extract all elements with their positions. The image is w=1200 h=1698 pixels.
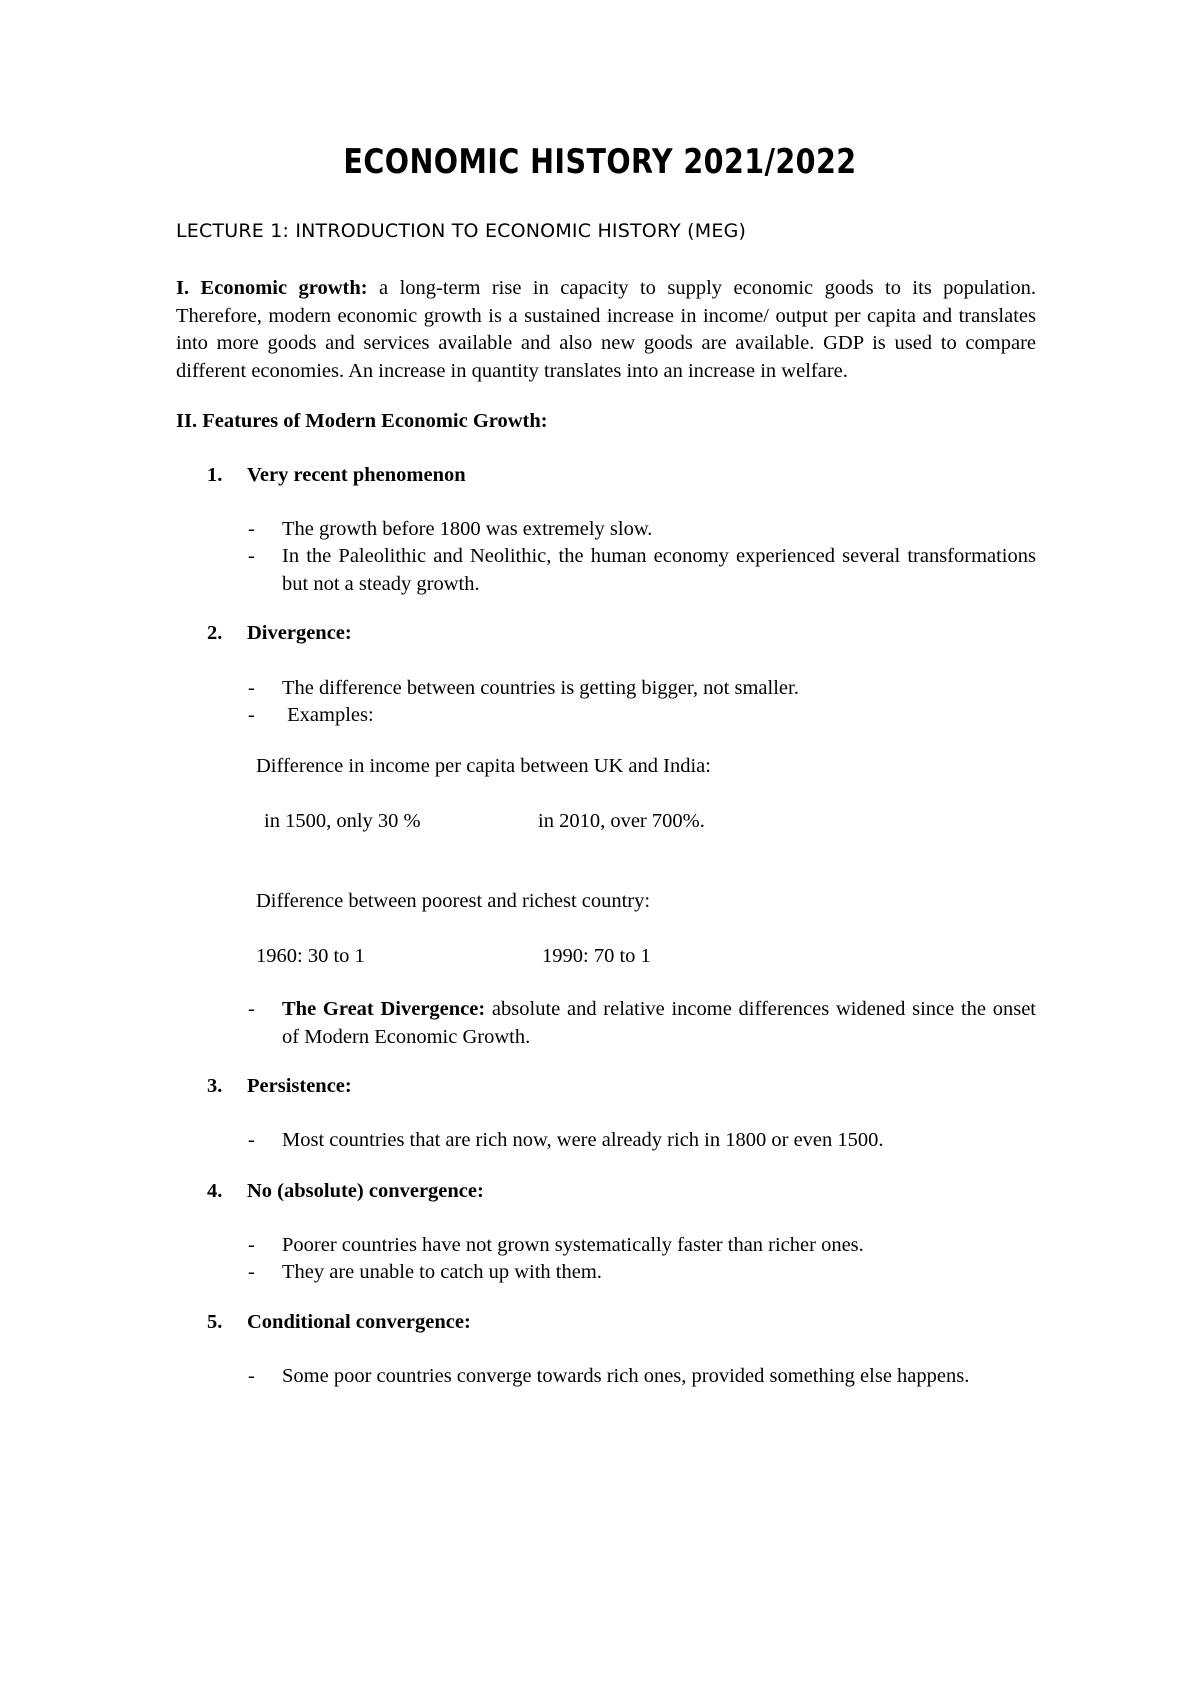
bullet-dash: -: [248, 1261, 255, 1283]
item-2-number: 2.: [207, 622, 223, 644]
economic-growth-text: a long-term rise in capacity to supply economic goods to its population. Therefore, modern economic growth is a sustained increase in income/ output per capita and translates into more goods and services available and also new goods are available. GDP is used to compare different economies. An increase in quantity translates into an increase in welfare.: [176, 277, 1036, 382]
bullet-text: Poorer countries have not grown systematically faster than richer ones.: [282, 1234, 864, 1256]
item-1-heading: [207, 464, 466, 487]
bullet-dash: -: [248, 1129, 255, 1151]
economic-growth-label: I. Economic growth:: [176, 277, 368, 299]
list-item: [248, 543, 1036, 598]
bullet-text: Most countries that are rich now, were already rich in 1800 or even 1500.: [282, 1129, 884, 1151]
list-item: [248, 1363, 1036, 1391]
item-4-title: No (absolute) convergence:: [247, 1180, 484, 1202]
great-divergence-description: absolute and relative income differences widened since the onset of Modern Economic Growth.: [282, 998, 1037, 1048]
list-item: [248, 1232, 1036, 1260]
example-2-value-b: 1990: 70 to 1: [542, 945, 651, 967]
bullet-text: Examples:: [282, 704, 374, 726]
bullet-text: The difference between countries is getting bigger, not smaller.: [282, 677, 799, 699]
item-4-number: 4.: [207, 1180, 223, 1202]
list-item: [248, 1127, 1036, 1155]
example-1-label: Difference in income per capita between UK and India:: [256, 755, 711, 777]
example-1-value-b: in 2010, over 700%.: [538, 810, 705, 832]
item-3-heading: [207, 1075, 352, 1098]
document-title: ECONOMIC HISTORY 2021/2022: [343, 142, 857, 182]
list-item: [248, 702, 1036, 730]
bullet-dash: -: [248, 545, 255, 567]
bullet-text: In the Paleolithic and Neolithic, the human economy experienced several transformations but not a steady growth.: [282, 545, 1036, 595]
item-1-number: 1.: [207, 464, 223, 486]
bullet-dash: -: [248, 704, 255, 726]
list-item: [248, 516, 1036, 544]
example-2-label: Difference between poorest and richest country:: [256, 890, 651, 912]
list-item: [248, 675, 1036, 703]
item-5-title: Conditional convergence:: [247, 1311, 471, 1333]
list-item: [248, 1259, 1036, 1287]
item-3-title: Persistence:: [247, 1075, 352, 1097]
great-divergence-label: The Great Divergence:: [282, 998, 486, 1020]
section-economic-growth: [176, 275, 1036, 385]
bullet-text: The growth before 1800 was extremely slow.: [282, 518, 653, 540]
item-3-number: 3.: [207, 1075, 223, 1097]
bullet-dash: -: [248, 998, 255, 1020]
item-5-number: 5.: [207, 1311, 223, 1333]
bullet-dash: -: [248, 677, 255, 699]
features-heading: II. Features of Modern Economic Growth:: [176, 410, 548, 432]
bullet-dash: -: [248, 1234, 255, 1256]
great-divergence-text: [282, 996, 1036, 1051]
item-4-heading: [207, 1180, 484, 1203]
list-item: [248, 996, 1036, 1051]
lecture-heading: LECTURE 1: INTRODUCTION TO ECONOMIC HISTORY (MEG): [176, 220, 747, 242]
item-1-title: Very recent phenomenon: [247, 464, 466, 486]
item-2-title: Divergence:: [247, 622, 352, 644]
example-2-value-a: 1960: 30 to 1: [256, 945, 365, 967]
bullet-text: Some poor countries converge towards rich ones, provided something else happens.: [282, 1365, 970, 1387]
bullet-dash: -: [248, 518, 255, 540]
bullet-dash: -: [248, 1365, 255, 1387]
bullet-text: They are unable to catch up with them.: [282, 1261, 602, 1283]
item-5-heading: [207, 1311, 471, 1334]
item-2-heading: [207, 622, 352, 645]
example-1-value-a: in 1500, only 30 %: [264, 810, 421, 832]
